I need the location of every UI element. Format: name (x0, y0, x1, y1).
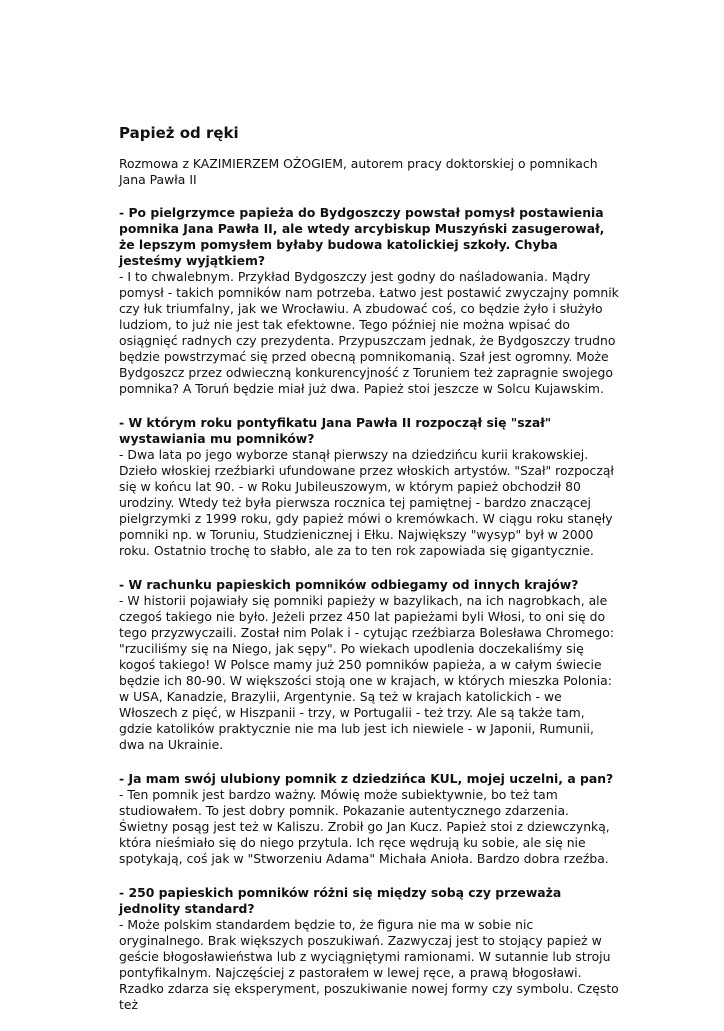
answer-1: - I to chwalebnym. Przykład Bydgoszczy jest godny do naśladowania. Mądry pomysł - takich pomników nam potrzeba. Łatwo jest postawić zwyczajny pomnik czy łuk triumfalny, jak we Wrocławiu. A zbudować coś, co będzie żyło i służyło ludziom, to już nie jest tak efektowne. Tego później nie można wpisać do osiągnięć radnych czy prezydenta. Przypuszczam jednak, że Bydgoszczy trudno będzie powstrzymać się przed obecną pomnikomanią. Szał jest ogromny. Może Bydgoszcz przez odwieczną konkurencyjność z Toruniem też zapragnie swojego pomnika? A Toruń będzie miał już dwa. Papież stoi jeszcze w Solcu Kujawskim. (119, 269, 619, 396)
question-5: - 250 papieskich pomników różni się między sobą czy przeważa jednolity standard? (119, 885, 562, 916)
answer-5: - Może polskim standardem będzie to, że figura nie ma w sobie nic oryginalnego. Brak większych poszukiwań. Zazwyczaj jest to stojący papież w geście błogosławieństwa lub z wyciągniętymi ramionami. W sutannie lub stroju pontyfikalnym. Najczęściej z pastorałem w lewej ręce, a prawą błogosławi. Rzadko zdarza się eksperyment, poszukiwanie nowej formy czy symbolu. Często też (119, 917, 619, 1012)
answer-2: - Dwa lata po jego wyborze stanął pierwszy na dziedzińcu kurii krakowskiej. Dzieło włoskiej rzeźbiarki ufundowane przez włoskich artystów. "Szał" rozpoczął się w końcu lat 90. - w Roku Jubileuszowym, w którym papież obchodził 80 urodziny. Wtedy też była pierwsza rocznica tej pamiętnej - bardzo znaczącej pielgrzymki z 1999 roku, gdy papież mówi o kremówkach. W ciągu roku stanęły pomniki np. w Toruniu, Studzienicznej i Ełku. Największy "wysyp" był w 2000 roku. Ostatnio trochę to słabło, ale za to ten rok zapowiada się gigantycznie. (119, 447, 614, 558)
answer-3: - W historii pojawiały się pomniki papieży w bazylikach, na ich nagrobkach, ale czegoś takiego nie było. Jeżeli przez 450 lat papieżami byli Włosi, to oni się do tego przyzwyczaili. Został nim Polak i - cytując rzeźbiarza Bolesława Chromego: "rzuciliśmy się na Niego, jak sępy". Po wiekach upodlenia doczekaliśmy się kogoś takiego! W Polsce mamy już 250 pomników papieża, a w całym świecie będzie ich 80-90. W większości stoją one w krajach, w których mieszka Polonia: w USA, Kanadzie, Brazylii, Argentynie. Są też w krajach katolickich - we Włoszech z pięć, w Hiszpanii - trzy, w Portugalii - też trzy. Ale są także tam, gdzie katolików praktycznie nie ma lub jest ich niewiele - w Japonii, Rumunii, dwa na Ukrainie. (119, 593, 615, 752)
question-2: - W którym roku pontyfikatu Jana Pawła II rozpoczął się "szał" wystawiania mu pomników? (119, 415, 552, 446)
question-4: - Ja mam swój ulubiony pomnik z dziedzińca KUL, mojej uczelni, a pan? (119, 771, 614, 786)
answer-4: - Ten pomnik jest bardzo ważny. Mówię może subiektywnie, bo też tam studiowałem. To jest dobry pomnik. Pokazanie autentycznego zdarzenia. Świetny posąg jest też w Kaliszu. Zrobił go Jan Kucz. Papież stoi z dziewczynką, która nieśmiało się do niego przytula. Ich ręce wędrują ku sobie, ale się nie spotykają, coś jak w "Stworzeniu Adama" Michała Anioła. Bardzo dobra rzeźba. (119, 787, 610, 866)
intro-paragraph: Rozmowa z KAZIMIERZEM OŻOGIEM, autorem pracy doktorskiej o pomnikach Jana Pawła II (119, 156, 598, 187)
question-3: - W rachunku papieskich pomników odbiegamy od innych krajów? (119, 577, 579, 592)
document-page (107, 123, 619, 1031)
question-1: - Po pielgrzymce papieża do Bydgoszczy powstał pomysł postawienia pomnika Jana Pawła II, ale wtedy arcybiskup Muszyński zasugerował, że lepszym pomysłem byłaby budowa katolickiej szkoły. Chyba jesteśmy wyjątkiem? (119, 205, 605, 268)
article-title: Papież od ręki (119, 124, 239, 142)
